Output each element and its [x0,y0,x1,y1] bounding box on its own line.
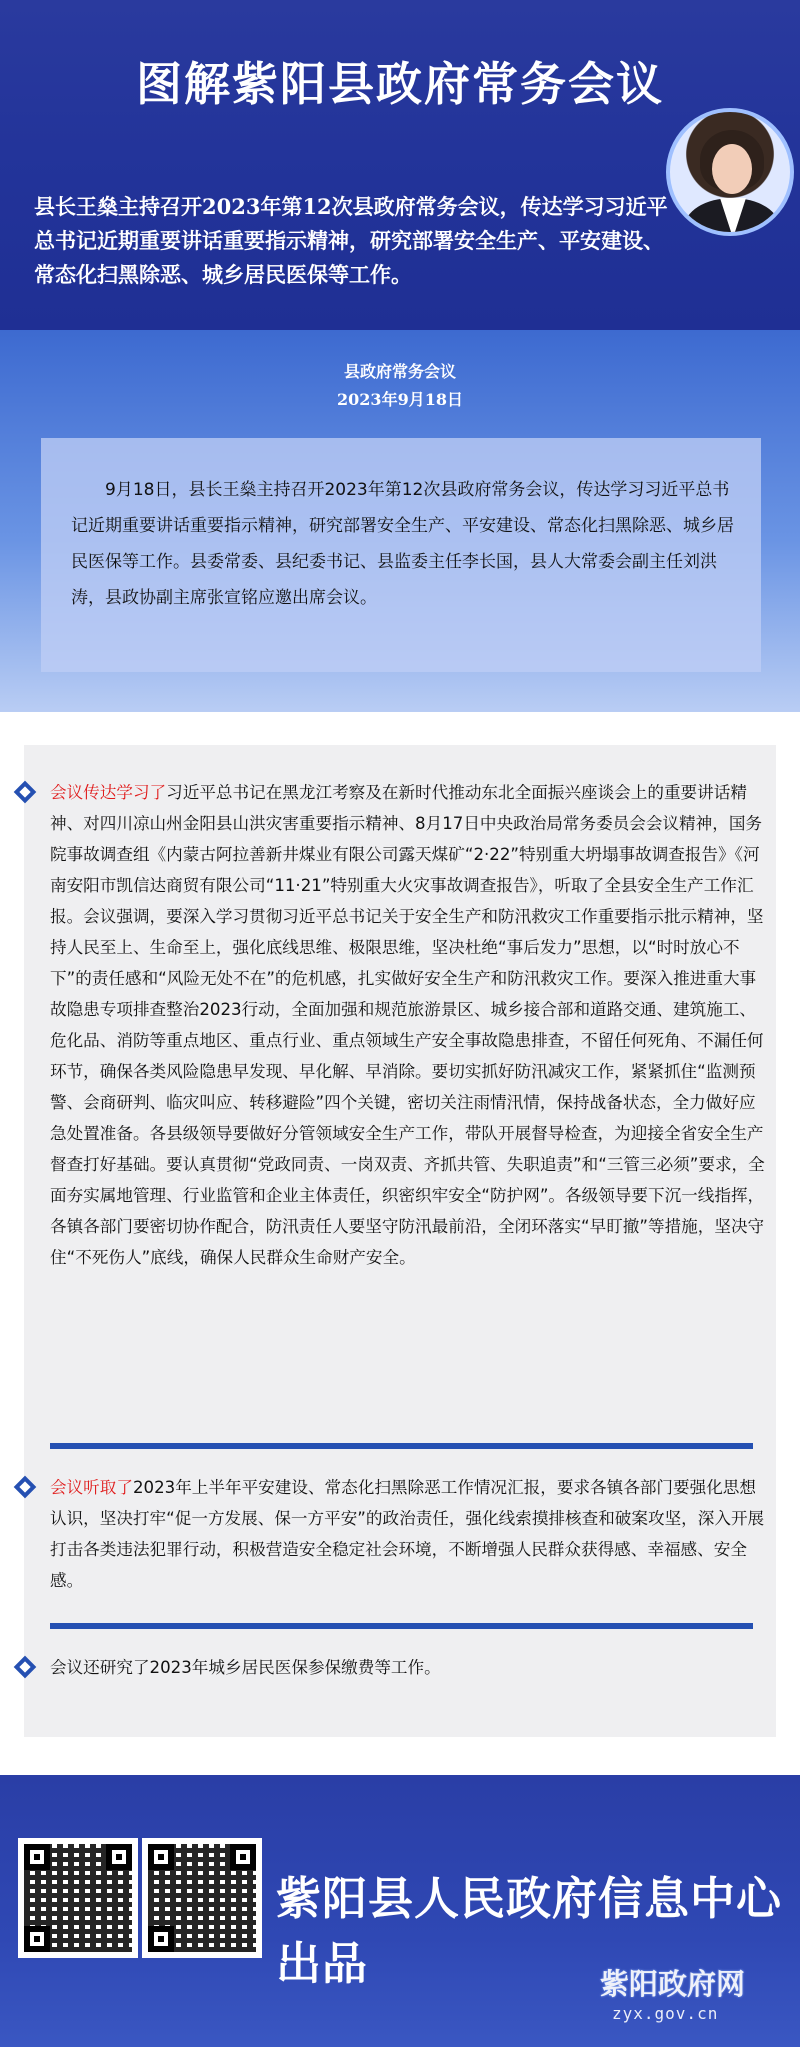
qr-finder [24,1844,50,1870]
qr-finder [24,1926,50,1952]
qr-finder [148,1844,174,1870]
item-2-text: 2023年上半年平安建设、常态化扫黑除恶工作情况汇报，要求各镇各部门要强化思想认识，坚决打牢“促一方发展、保一方平安”的政治责任，强化线索摸排核查和破案攻坚，深入开展打击各类违法犯罪行动，积极营造安全稳定社会环境，不断增强人民群众获得感、幸福感、安全感。 [50,1478,765,1590]
footer-brand: 紫阳县人民政府信息中心出品 [276,1872,783,1990]
qr-code-icon [18,1838,138,1958]
qr-finder [106,1844,132,1870]
summary-box: 9月18日，县长王燊主持召开2023年第12次县政府常务会议，传达学习习近平总书记近期重要讲话重要指示精神，研究部署安全生产、平安建设、常态化扫黑除恶、城乡居民医保等工作。县委常委、县纪委书记、县监委主任李长国，县人大常委会副主任刘洪涛，县政协副主席张宣铭应邀出席会议。 [41,438,761,672]
item-2 [50,1472,772,1596]
divider-2 [50,1623,753,1629]
qr-finder [148,1926,174,1952]
site-url: zyx.gov.cn [612,2004,719,2023]
meeting-source: 县政府常务会议 [343,362,456,381]
item-3-text: 会议还研究了2023年城乡居民医保参保缴费等工作。 [50,1658,441,1677]
page-title: 图解紫阳县政府常务会议 [136,57,664,111]
divider-1 [50,1443,753,1449]
avatar-face [712,144,752,194]
item-1 [50,777,772,1273]
site-logo: 紫阳政府网 [600,1967,746,2001]
item-1-lead: 会议传达学习了 [50,783,167,802]
item-2-lead: 会议听取了 [50,1478,133,1497]
avatar [666,108,794,236]
intro-text: 县长王燊主持召开2023年第12次县政府常务会议，传达学习习近平总书记近期重要讲话重要指示精神，研究部署安全生产、平安建设、常态化扫黑除恶、城乡居民医保等工作。 [34,194,668,287]
meeting-meta [0,358,800,414]
qr-finder [230,1844,256,1870]
qr-code-icon [142,1838,262,1958]
item-3 [50,1652,772,1683]
meeting-date: 2023年9月18日 [337,390,463,409]
item-1-text: 习近平总书记在黑龙江考察及在新时代推动东北全面振兴座谈会上的重要讲话精神、对四川凉山州金阳县山洪灾害重要指示精神、8月17日中央政治局常务委员会会议精神，国务院事故调查组《内蒙古阿拉善新井煤业有限公司露天煤矿“2·22”特别重大坍塌事故调查报告》《河南安阳市凯信达商贸有限公司“11·21”特别重大火灾事故调查报告》，听取了全县安全生产工作汇报。会议强调，要深入学习贯彻习近平总书记关于安全生产和防汛救灾工作重要指示批示精神，坚持人民至上、生命至上，强化底线思维、极限思维，坚决杜绝“事后发力”思想，以“时时放心不下”的责任感和“风险无处不在”的危机感，扎实做好安全生产和防汛救灾工作。要深入推进重大事故隐患专项排查整治2023行动，全面加强和规范旅游景区、城乡接合部和道路交通、建筑施工、危化品、消防等重点地区、重点行业、重点领域生产安全事故隐患排查，不留任何死角、不漏任何环节，确保各类风险隐患早发现、早化解、早消除。要切实抓好防汛减灾工作，紧紧抓住“监测预警、会商研判、临灾叫应、转移避险”四个关键，密切关注雨情汛情，保持战备状态，全力做好应急处置准备。各县级领导要做好分管领域安全生产工作，带队开展督导检查，为迎接全省安全生产督查打好基础。要认真贯彻“党政同责、一岗双责、齐抓共管、失职追责”和“三管三必须”要求，全面夯实属地管理、行业监管和企业主体责任，织密织牢安全“防护网”。各级领导要下沉一线指挥，各镇各部门要密切协作配合，防汛责任人要坚守防汛最前沿，全闭环落实“早盯撤”等措施，坚决守住“不死伤人”底线，确保人民群众生命财产安全。 [50,783,765,1267]
